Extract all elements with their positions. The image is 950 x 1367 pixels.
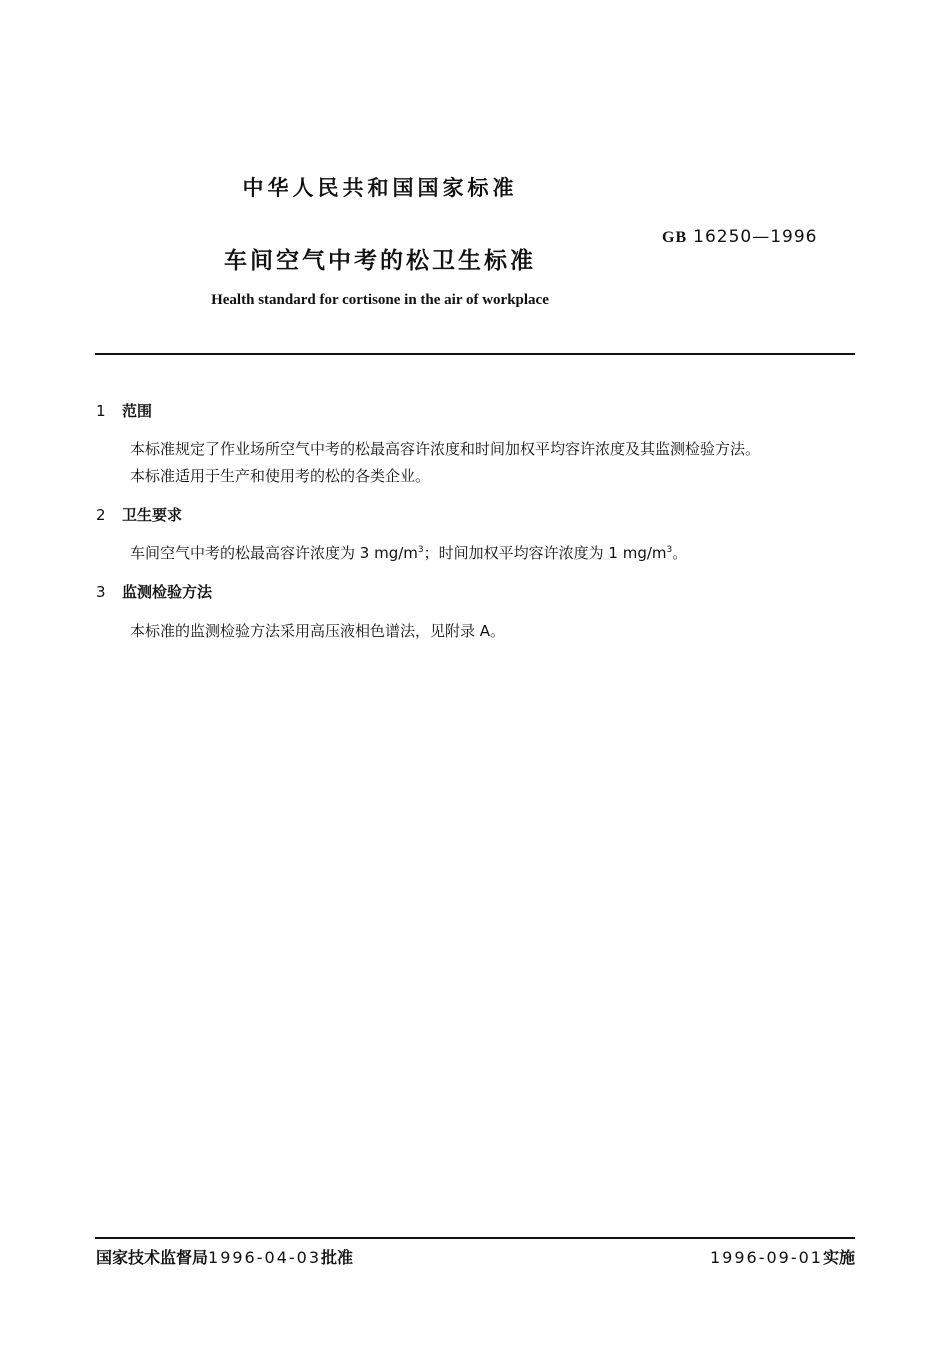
gb-number: 16250—1996: [693, 227, 818, 247]
section-2-text-b: ；时间加权平均容许浓度为 1 mg/m: [423, 544, 667, 562]
section-1-number: 1: [96, 402, 106, 420]
approval-date: 1996-04-03: [208, 1248, 321, 1267]
title-chinese: 车间空气中考的松卫生标准: [224, 248, 536, 274]
approval-line: [96, 1245, 353, 1268]
section-2-sup-1: 3: [417, 545, 424, 555]
section-2-text-a: 车间空气中考的松最高容许浓度为 3 mg/m: [130, 544, 418, 562]
section-1-title: 范围: [122, 402, 153, 420]
section-3-title: 监测检验方法: [122, 583, 213, 601]
section-3-heading: [96, 581, 212, 602]
section-3-paragraph: 本标准的监测检验方法采用高压液相色谱法，见附录 A。: [130, 622, 506, 640]
section-1-paragraph-2: 本标准适用于生产和使用考的松的各类企业。: [130, 467, 431, 485]
section-2-paragraph: [130, 542, 687, 563]
gb-prefix: GB: [662, 229, 688, 246]
title-english: Health standard for cortisone in the air of workplace: [211, 292, 549, 308]
section-2-number: 2: [96, 506, 106, 524]
section-2-text-c: 。: [672, 544, 688, 562]
bottom-divider: [95, 1237, 855, 1239]
section-2-heading: [96, 504, 182, 525]
effective-label: 实施: [822, 1248, 855, 1267]
approval-org: 国家技术监督局: [96, 1248, 209, 1267]
top-divider: [95, 353, 855, 355]
section-1-heading: [96, 400, 152, 421]
approval-label: 批准: [321, 1248, 354, 1267]
section-3-number: 3: [96, 583, 106, 601]
national-standard-header: 中华人民共和国国家标准: [242, 176, 518, 200]
effective-date: 1996-09-01: [710, 1248, 823, 1267]
section-2-sup-2: 3: [666, 545, 673, 555]
section-1-paragraph-1: 本标准规定了作业场所空气中考的松最高容许浓度和时间加权平均容许浓度及其监测检验方法。: [130, 440, 761, 458]
section-2-title: 卫生要求: [122, 506, 183, 524]
effective-line: [710, 1245, 855, 1268]
